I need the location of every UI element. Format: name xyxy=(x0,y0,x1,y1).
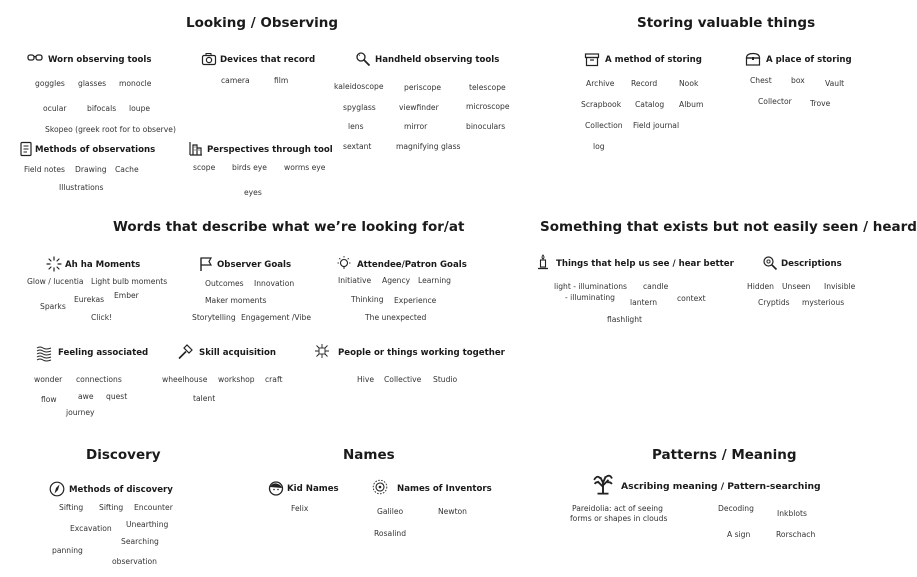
word: goggles xyxy=(35,79,65,88)
word: Album xyxy=(679,100,704,109)
word: loupe xyxy=(129,104,151,113)
word: Pareidolia: act of seeing xyxy=(572,504,663,513)
word: Chest xyxy=(750,76,772,85)
word: Rorschach xyxy=(776,530,816,539)
word: journey xyxy=(66,408,95,417)
child-face-icon xyxy=(268,480,284,496)
inventor-gear-icon xyxy=(372,479,388,495)
word: Unseen xyxy=(782,282,811,291)
word: The unexpected xyxy=(365,313,427,322)
waves-icon xyxy=(36,345,52,361)
notebook-icon xyxy=(18,141,34,157)
tree-icon xyxy=(592,473,614,495)
magnifying-glass-icon xyxy=(355,51,371,67)
group-title-attendee: Attendee/Patron Goals xyxy=(357,260,467,270)
word: kaleidoscope xyxy=(334,82,384,91)
candle-icon xyxy=(535,254,551,270)
word: Light bulb moments xyxy=(91,277,168,286)
word: Unearthing xyxy=(126,520,169,529)
group-title-feeling: Feeling associated xyxy=(58,348,149,358)
section-names: Names xyxy=(343,447,395,463)
word: Decoding xyxy=(718,504,754,513)
word: Maker moments xyxy=(205,296,267,305)
word: Inkblots xyxy=(777,509,807,518)
word: microscope xyxy=(466,102,510,111)
group-title-methods-discovery: Methods of discovery xyxy=(69,485,173,495)
word: Collector xyxy=(758,97,792,106)
word: Sifting xyxy=(99,503,124,512)
word: connections xyxy=(76,375,122,384)
word: Hidden xyxy=(747,282,774,291)
group-title-observer-goals: Observer Goals xyxy=(217,260,292,270)
word: workshop xyxy=(218,375,255,384)
word: periscope xyxy=(404,83,441,92)
word: A sign xyxy=(727,530,751,539)
word: lantern xyxy=(630,298,658,307)
word: Vault xyxy=(825,79,845,88)
word: Newton xyxy=(438,507,467,516)
word: panning xyxy=(52,546,83,555)
group-title-method-storing: A method of storing xyxy=(605,55,702,65)
word: Cryptids xyxy=(758,298,790,307)
camera-icon xyxy=(201,51,217,67)
word: box xyxy=(791,76,805,85)
treasure-chest-icon xyxy=(745,51,761,67)
network-icon xyxy=(314,343,330,359)
word: Engagement /Vibe xyxy=(241,313,312,322)
word: Glow / lucentia xyxy=(27,277,84,286)
word: Outcomes xyxy=(205,279,244,288)
word: context xyxy=(677,294,706,303)
building-icon xyxy=(188,140,204,156)
word: awe xyxy=(78,392,94,401)
word: Thinking xyxy=(351,295,384,304)
word: Collective xyxy=(384,375,422,384)
word: Drawing xyxy=(75,165,107,174)
word: Felix xyxy=(291,504,309,513)
word: bifocals xyxy=(87,104,117,113)
word: Galileo xyxy=(377,507,404,516)
word: magnifying glass xyxy=(396,142,461,151)
sparkle-burst-icon xyxy=(46,256,62,272)
word: mysterious xyxy=(802,298,845,307)
word: Hive xyxy=(357,375,374,384)
section-patterns: Patterns / Meaning xyxy=(652,447,797,463)
word: telescope xyxy=(469,83,506,92)
archive-box-icon xyxy=(584,51,600,67)
word: Ember xyxy=(114,291,139,300)
word: viewfinder xyxy=(399,103,439,112)
word: - illuminating xyxy=(565,293,615,302)
word: birds eye xyxy=(232,163,267,172)
group-title-kid-names: Kid Names xyxy=(287,484,339,494)
word: observation xyxy=(112,557,157,566)
word: Innovation xyxy=(254,279,295,288)
word: wheelhouse xyxy=(162,375,208,384)
group-title-help-see: Things that help us see / hear better xyxy=(556,259,734,269)
word: Eurekas xyxy=(74,295,105,304)
word: Agency xyxy=(382,276,411,285)
section-looking-observing: Looking / Observing xyxy=(186,15,339,31)
word: Cache xyxy=(115,165,139,174)
word: Excavation xyxy=(70,524,112,533)
word: eyes xyxy=(244,188,262,197)
word: mirror xyxy=(404,122,428,131)
word: Skopeo (greek root for to observe) xyxy=(45,125,176,134)
word: lens xyxy=(348,122,364,131)
group-title-together: People or things working together xyxy=(338,348,505,358)
section-storing: Storing valuable things xyxy=(637,15,816,31)
word: Nook xyxy=(679,79,699,88)
group-title-perspectives: Perspectives through tool xyxy=(207,145,333,155)
word: wonder xyxy=(34,375,63,384)
flag-icon xyxy=(198,256,214,272)
lightbulb-icon xyxy=(336,255,352,271)
word: film xyxy=(274,76,289,85)
hammer-icon xyxy=(177,344,193,360)
word: candle xyxy=(643,282,669,291)
word: sextant xyxy=(343,142,372,151)
word: ocular xyxy=(43,104,67,113)
word: quest xyxy=(106,392,128,401)
word: flow xyxy=(41,395,57,404)
word: craft xyxy=(265,375,283,384)
word: Field notes xyxy=(24,165,66,174)
group-title-descriptions: Descriptions xyxy=(781,259,842,269)
group-title-methods-observations: Methods of observations xyxy=(35,145,156,155)
group-title-devices: Devices that record xyxy=(220,55,316,65)
word: glasses xyxy=(78,79,107,88)
group-title-ascribing: Ascribing meaning / Pattern-searching xyxy=(621,481,821,492)
word: scope xyxy=(193,163,216,172)
word: Click! xyxy=(91,313,113,322)
word: Field journal xyxy=(633,121,680,130)
word: light - illuminations xyxy=(554,282,628,291)
word: Sifting xyxy=(59,503,84,512)
section-something-exists: Something that exists but not easily seen / heard xyxy=(540,219,917,235)
word: Searching xyxy=(121,537,159,546)
word: Scrapbook xyxy=(581,100,622,109)
word: Trove xyxy=(810,99,831,108)
word: Invisible xyxy=(824,282,856,291)
group-title-inventors: Names of Inventors xyxy=(397,484,492,494)
group-title-place-storing: A place of storing xyxy=(766,55,852,65)
word: Studio xyxy=(433,375,458,384)
word: Rosalind xyxy=(374,529,407,538)
word: Encounter xyxy=(134,503,173,512)
section-words: Words that describe what we’re looking for/at xyxy=(113,219,465,235)
group-title-aha: Ah ha Moments xyxy=(65,260,141,270)
word: monocle xyxy=(119,79,152,88)
word: Illustrations xyxy=(59,183,104,192)
word: Catalog xyxy=(635,100,665,109)
word: Record xyxy=(631,79,658,88)
word: Initiative xyxy=(338,276,372,285)
word: spyglass xyxy=(343,103,376,112)
word: Experience xyxy=(394,296,437,305)
section-discovery: Discovery xyxy=(86,447,161,463)
word: forms or shapes in clouds xyxy=(570,514,668,523)
word: camera xyxy=(221,76,250,85)
word: worms eye xyxy=(284,163,326,172)
group-title-handheld: Handheld observing tools xyxy=(375,55,500,65)
group-title-skill: Skill acquisition xyxy=(199,348,276,358)
word: Sparks xyxy=(40,302,66,311)
search-icon xyxy=(762,255,778,271)
group-title-worn-tools: Worn observing tools xyxy=(48,55,152,65)
word: Storytelling xyxy=(192,313,236,322)
word: Collection xyxy=(585,121,623,130)
word: Learning xyxy=(418,276,451,285)
word: flashlight xyxy=(607,315,643,324)
glasses-icon xyxy=(27,50,43,66)
word: talent xyxy=(193,394,216,403)
compass-icon xyxy=(49,481,65,497)
word: binoculars xyxy=(466,122,506,131)
word: log xyxy=(593,142,605,151)
word: Archive xyxy=(586,79,615,88)
